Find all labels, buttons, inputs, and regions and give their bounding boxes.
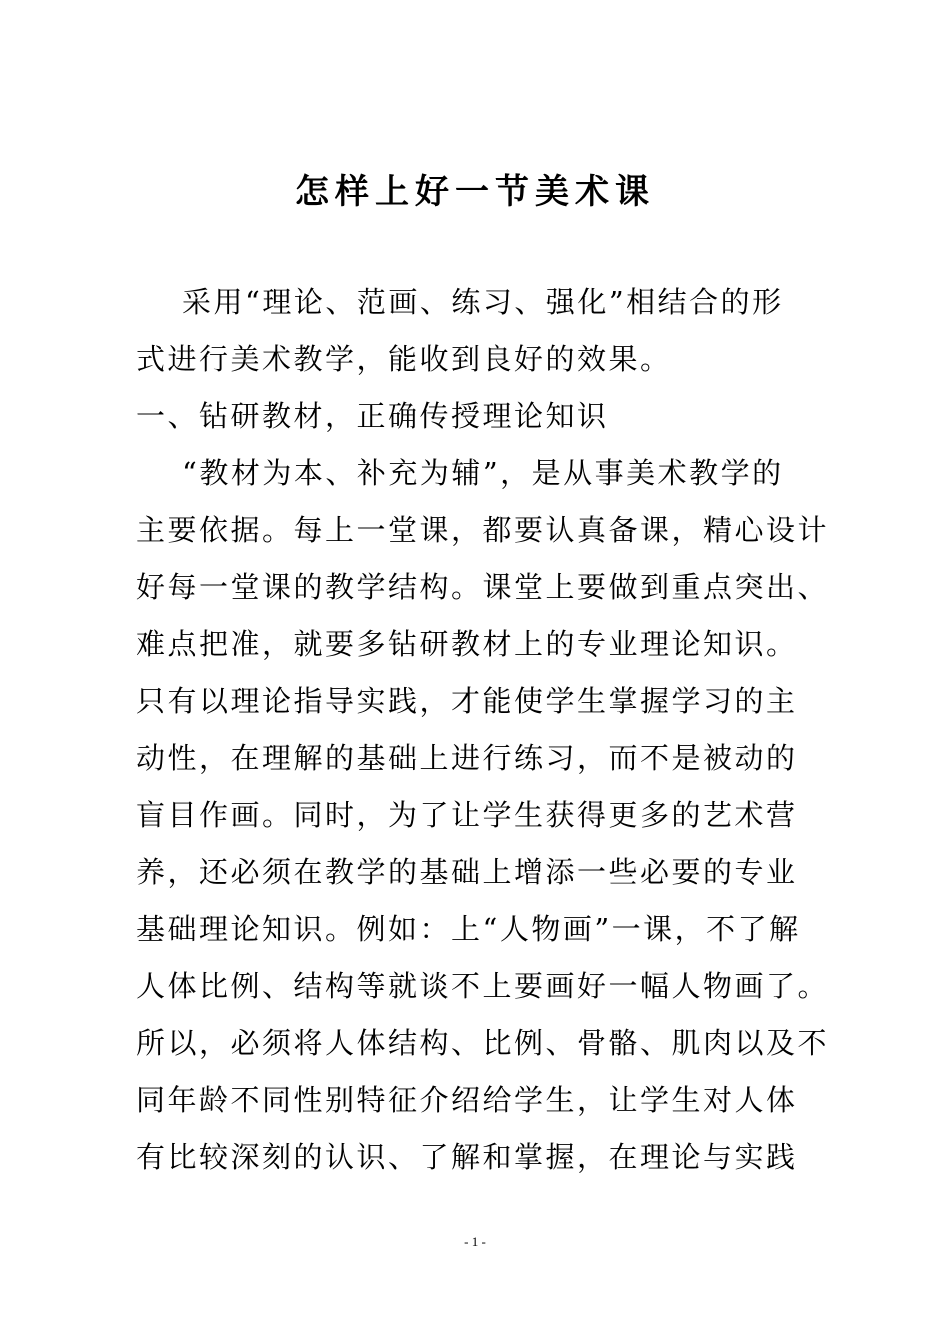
paragraph-line: 养，还必须在教学的基础上增添一些必要的专业 (136, 855, 798, 889)
paragraph-line: 采用“理论、范画、练习、强化”相结合的形 (182, 285, 784, 319)
paragraph-line: 有比较深刻的认识、了解和掌握，在理论与实践 (136, 1140, 798, 1174)
paragraph-line: “教材为本、补充为辅”，是从事美术教学的 (182, 456, 784, 490)
paragraph-line: 动性，在理解的基础上进行练习，而不是被动的 (136, 741, 798, 775)
paragraph-line: 只有以理论指导实践，才能使学生掌握学习的主 (136, 684, 798, 718)
page-number: - 1 - (464, 1234, 486, 1249)
paragraph-line: 基础理论知识。例如：上“人物画”一课，不了解 (136, 912, 801, 946)
section-heading: 一、钻研教材，正确传授理论知识 (136, 399, 609, 433)
paragraph-line: 盲目作画。同时，为了让学生获得更多的艺术营 (136, 798, 798, 832)
paragraph-line: 式进行美术教学，能收到良好的效果。 (136, 342, 672, 376)
paragraph-line: 好每一堂课的教学结构。课堂上要做到重点突出、 (136, 570, 830, 604)
paragraph-line: 主要依据。每上一堂课，都要认真备课，精心设计 (136, 513, 830, 547)
paragraph-line: 人体比例、结构等就谈不上要画好一幅人物画了。 (136, 969, 830, 1003)
document-title: 怎样上好一节美术课 (295, 172, 655, 212)
paragraph-line: 难点把准，就要多钻研教材上的专业理论知识。 (136, 627, 798, 661)
paragraph-line: 同年龄不同性别特征介绍给学生，让学生对人体 (136, 1083, 798, 1117)
paragraph-line: 所以，必须将人体结构、比例、骨骼、肌肉以及不 (136, 1026, 830, 1060)
